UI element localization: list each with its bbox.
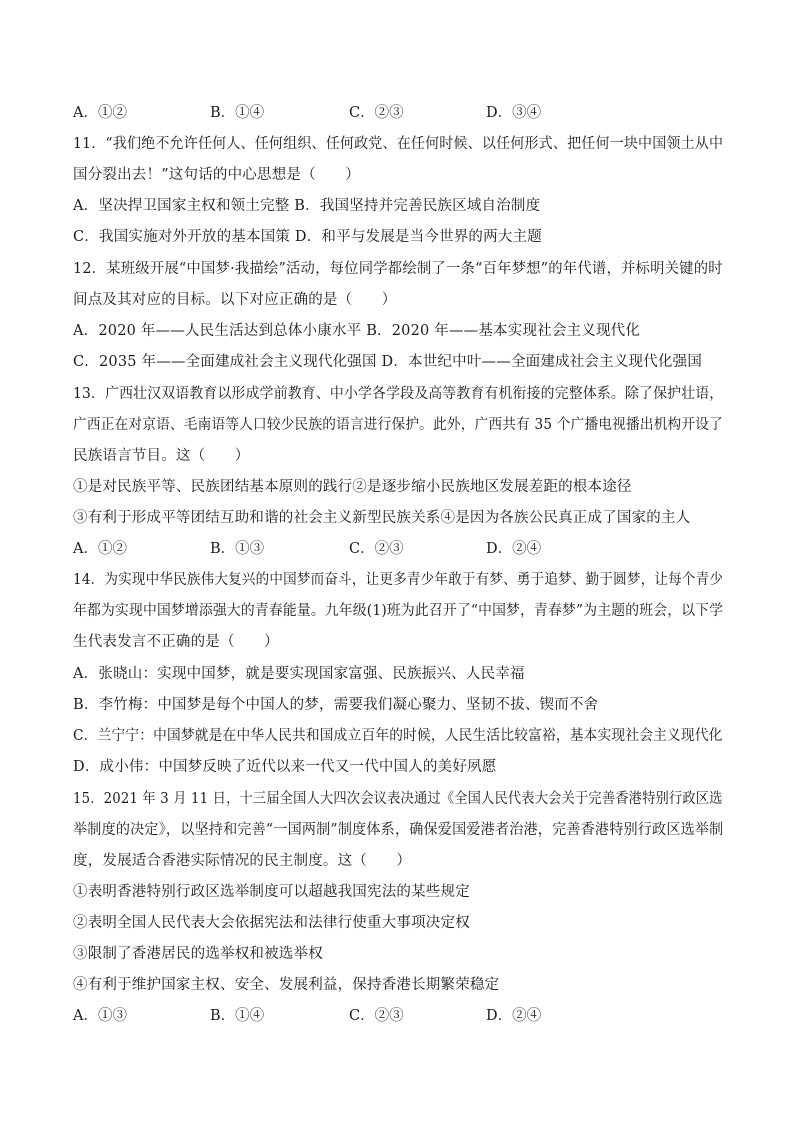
q13-stem-line: 广西正在对京语、毛南语等人口较少民族的语言进行保护。此外，广西共有 35 个广播电视播出机构开设了 bbox=[73, 417, 723, 433]
q15-stem-line: 度，发展适合香港实际情况的民主制度。这（ ） bbox=[73, 853, 412, 869]
q15-option-d: D．②④ bbox=[486, 1008, 542, 1024]
q12-stem-line: 间点及其对应的目标。以下对应正确的是（ ） bbox=[73, 292, 397, 308]
q15-option-b: B．①④ bbox=[210, 1008, 265, 1024]
q15-statement: ②表明全国人民代表大会依据宪法和法律行使重大事项决定权 bbox=[73, 915, 470, 931]
q10-option-d: D．③④ bbox=[486, 105, 542, 121]
q11-option-line: A．坚决捍卫国家主权和领土完整 B．我国坚持并完善民族区域自治制度 bbox=[73, 198, 541, 214]
q13-option-d: D．②④ bbox=[486, 541, 542, 557]
q13-statement: ①是对民族平等、民族团结基本原则的践行②是逐步缩小民族地区发展差距的根本途径 bbox=[73, 479, 632, 495]
q15-option-a: A．①③ bbox=[73, 1008, 127, 1024]
q10-option-c: C．②③ bbox=[349, 105, 404, 121]
q13-option-c: C．②③ bbox=[349, 541, 404, 557]
q14-stem-line: 生代表发言不正确的是（ ） bbox=[73, 634, 279, 650]
q13-options bbox=[73, 539, 723, 559]
q15-options bbox=[73, 1006, 723, 1026]
q15-statement: ④有利于维护国家主权、安全、发展利益，保持香港长期繁荣稳定 bbox=[73, 977, 500, 993]
q14-stem-line: 14．为实现中华民族伟大复兴的中国梦而奋斗，让更多青少年敢于有梦、勇于追梦、勤于圆梦，让每个青少 bbox=[73, 572, 724, 588]
q13-option-b: B．①③ bbox=[210, 541, 265, 557]
q10-options bbox=[73, 103, 723, 123]
q15-stem-line: 15．2021 年 3 月 11 日，十三届全国人大四次会议表决通过《全国人民代表大会关于完善香港特别行政区选 bbox=[73, 791, 723, 807]
q12-option-line: A．2020 年——人民生活达到总体小康水平 B．2020 年——基本实现社会主义现代化 bbox=[73, 323, 641, 339]
q11-stem-line: 国分裂出去！”这句话的中心思想是（ ） bbox=[73, 167, 360, 183]
q11-option-line: C．我国实施对外开放的基本国策 D．和平与发展是当今世界的两大主题 bbox=[73, 229, 542, 245]
q14-stem-line: 年都为实现中国梦增添强大的青春能量。九年级(1)班为此召开了“中国梦，青春梦”为主题的班会，以下学 bbox=[73, 603, 724, 619]
q10-option-b: B．①④ bbox=[210, 105, 265, 121]
q12-stem-line: 12．某班级开展“中国梦·我描绘”活动，每位同学都绘制了一条“百年梦想”的年代谱，并标明关键的时 bbox=[73, 261, 723, 277]
q15-option-c: C．②③ bbox=[349, 1008, 404, 1024]
q14-option-line: C．兰宁宁：中国梦就是在中华人民共和国成立百年的时候，人民生活比较富裕，基本实现社会主义现代化 bbox=[73, 728, 723, 744]
q13-statement: ③有利于形成平等团结互助和谐的社会主义新型民族关系④是因为各族公民真正成了国家的主人 bbox=[73, 510, 691, 526]
q14-option-line: A．张晓山：实现中国梦，就是要实现国家富强、民族振兴、人民幸福 bbox=[73, 666, 525, 682]
q14-option-line: D．成小伟：中国梦反映了近代以来一代又一代中国人的美好夙愿 bbox=[73, 759, 497, 775]
q15-statement: ③限制了香港居民的选举权和被选举权 bbox=[73, 946, 323, 962]
q15-statement: ①表明香港特别行政区选举制度可以超越我国宪法的某些规定 bbox=[73, 884, 470, 900]
q13-stem-line: 民族语言节目。这（ ） bbox=[73, 448, 250, 464]
q12-option-line: C．2035 年——全面建成社会主义现代化强国 D．本世纪中叶——全面建成社会主义现代化强国 bbox=[73, 354, 703, 370]
q13-option-a: A．①② bbox=[73, 541, 127, 557]
q15-stem-line: 举制度的决定》，以坚持和完善“一国两制”制度体系，确保爱国爱港者治港，完善香港特别行政区选举制 bbox=[73, 822, 724, 838]
q11-stem-line: 11．“我们绝不允许任何人、任何组织、任何政党、在任何时候、以任何形式、把任何一块中国领土从中 bbox=[73, 136, 724, 152]
q10-option-a: A．①② bbox=[73, 105, 127, 121]
q14-option-line: B．李竹梅：中国梦是每个中国人的梦，需要我们凝心聚力、坚韧不拔、锲而不舍 bbox=[73, 697, 599, 713]
q13-stem-line: 13．广西壮汉双语教育以形成学前教育、中小学各学段及高等教育有机衔接的完整体系。除了保护壮语， bbox=[73, 386, 724, 402]
